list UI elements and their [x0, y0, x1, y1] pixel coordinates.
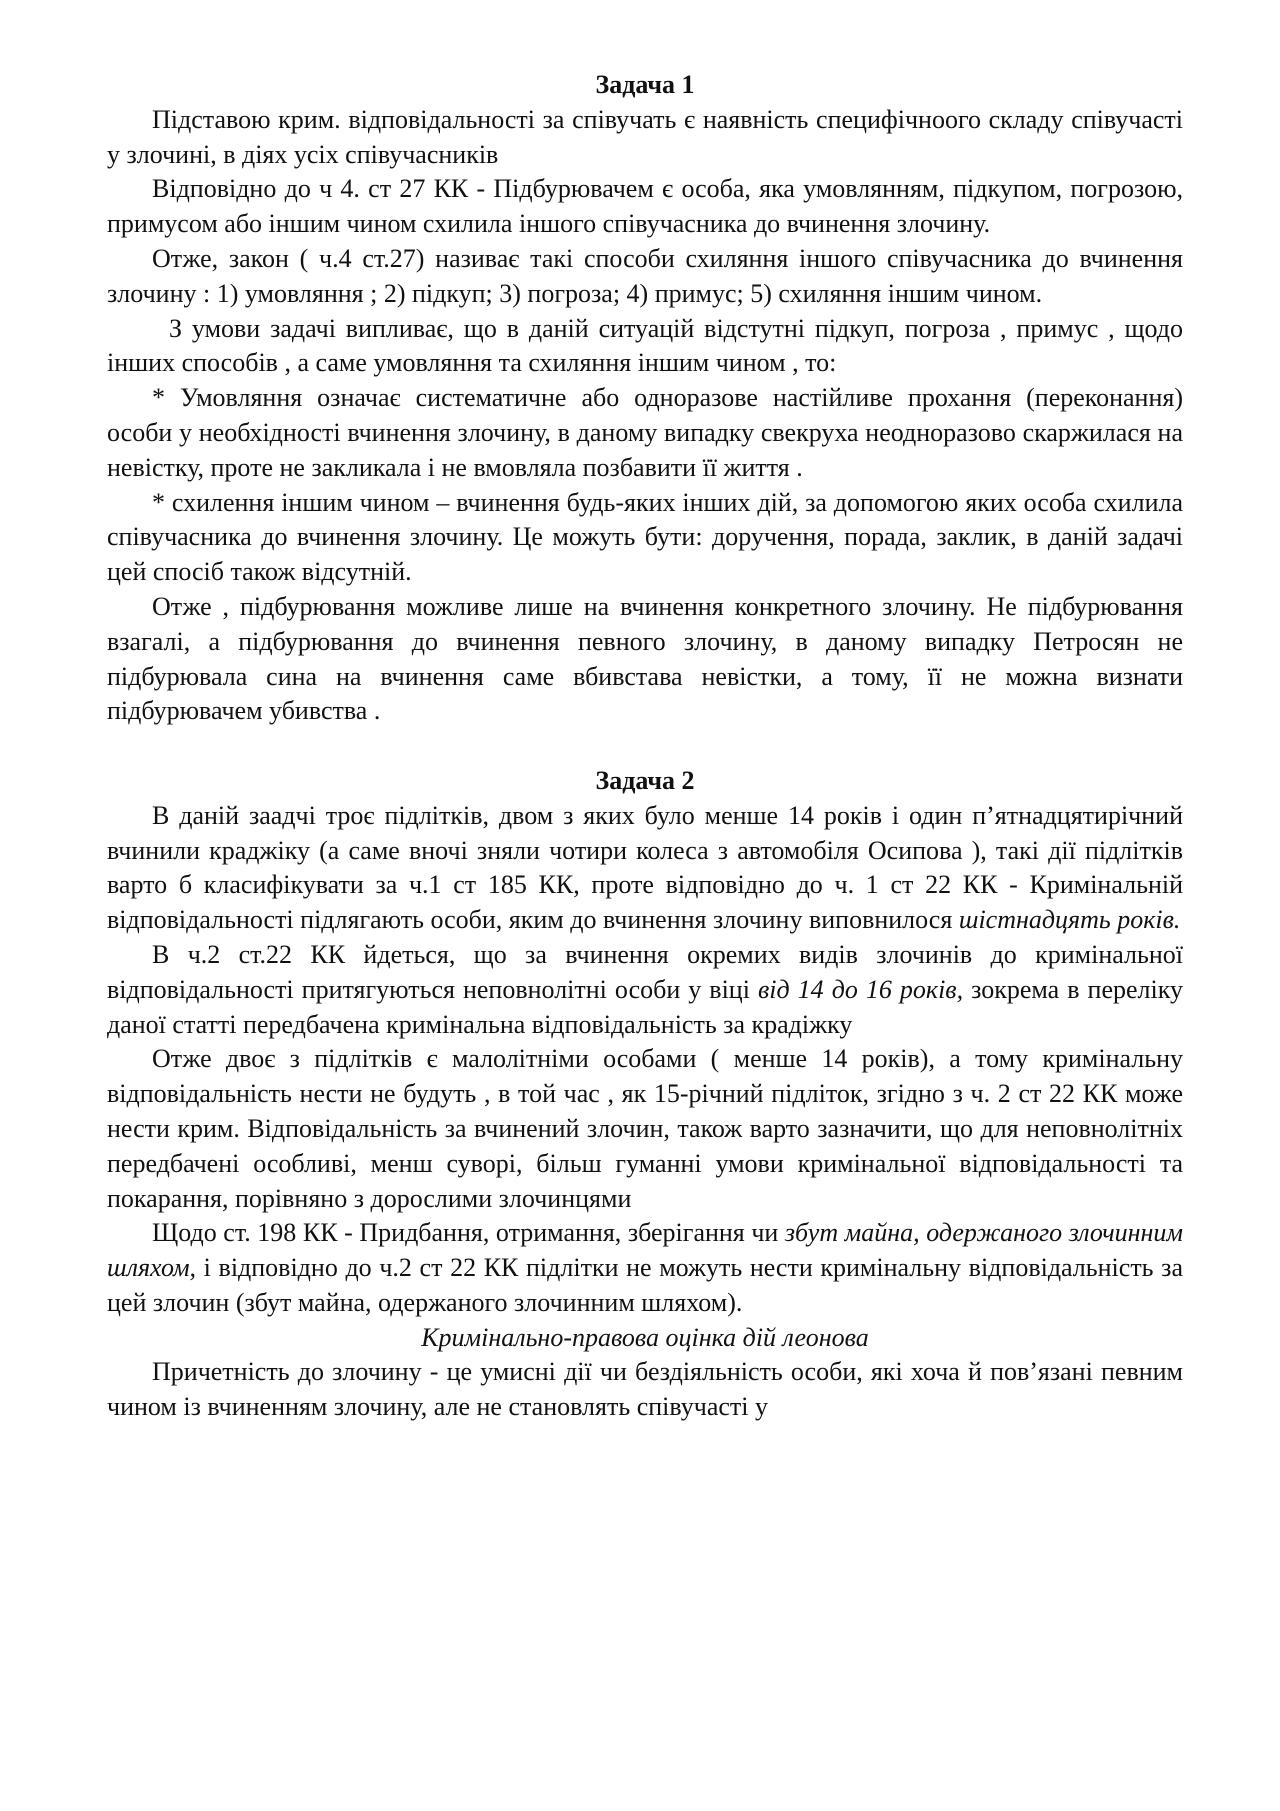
task2-heading: Задача 2 — [595, 765, 695, 795]
task2-paragraph-5: Причетність до злочину - це умисні дії чи бездіяльність особи, які хоча й пов’язані певним чином із вчиненням злочину, але не становлять співучасті у — [107, 1357, 1183, 1422]
task2-paragraph-3: Отже двоє з підлітків є малолітніми особами ( менше 14 років), а тому кримінальну відповідальність нести не будуть , в той час , як 15-річний підліток, згідно з ч. 2 ст 22 КК може нести крим. Відповідальність за вчинений злочин, також варто зазначити, що для неповнолітніх передбачені особливі, менш суворі, більш гуманні умови кримінальної відповідальності та покарання, порівняно з дорослими злочинцями — [107, 1044, 1183, 1213]
task2-paragraph-1-text: В даній заадчі троє підлітків, двом з яких було менше 14 років і один п’ятнадцятирічний вчинили краджіку (а саме вночі зняли чотири колеса з автомобіля Осипова ), такі дії підлітків варто б класифікувати за ч.1 ст 185 КК, проте відповідно до ч. 1 ст 22 КК - Кримінальній відповідальності підлягають особи, яким до вчинення злочину виповнилося — [107, 800, 1183, 935]
task2-paragraph-2-italic: від 14 до 16 років, — [757, 974, 964, 1004]
task1-paragraph-7: Отже , підбурювання можливе лише на вчинення конкретного злочину. Не підбурювання взагалі, а підбурювання до вчинення певного злочину, в даному випадку Петросян не підбурювала сина на вчинення саме вбивстава невістки, а тому, її не можна визнати підбурювачем убивства . — [107, 591, 1183, 726]
task1-paragraph-2: Відповідно до ч 4. ст 27 КК - Підбурювачем є особа, яка умовлянням, підкупом, погрозою, примусом або іншим чином схилила іншого співучасника до вчинення злочину. — [107, 174, 1183, 239]
task1-paragraph-4: З умови задачі випливає, що в даній ситуацій відстутні підкуп, погроза , примус , щодо інших способів , а саме умовляння та схиляння іншим чином , то: — [107, 313, 1183, 378]
task1-paragraph-6: * схилення іншим чином – вчинення будь-яких інших дій, за допомогою яких особа схилила співучасника до вчинення злочину. Це можуть бути: доручення, порада, заклик, в даній задачі цей спосіб також відсутній. — [107, 487, 1183, 587]
task2-paragraph-2-text-end: зокрема в переліку даної статті передбачена кримінальна відповідальність за крадіжку — [107, 974, 1183, 1039]
task2-paragraph-4-italic: збут майна, одержаного злочинним шляхом, — [107, 1218, 1183, 1283]
task1-heading: Задача 1 — [595, 70, 695, 99]
task1-paragraph-3: Отже, закон ( ч.4 ст.27) називає такі способи схиляння іншого співучасника до вчинення злочину : 1) умовляння ; 2) підкуп; 3) погроза; 4) примус; 5) схиляння іншим чином. — [107, 243, 1183, 308]
task2-paragraph-1-italic: шістнадцять років. — [958, 905, 1181, 935]
task2-paragraph-1 — [107, 799, 1183, 938]
document-page — [107, 68, 1183, 1425]
task2-paragraph-4-text-end: і відповідно до ч.2 ст 22 КК підлітки не можуть нести кримінальну відповідальність за цей злочин (збут майна, одержаного злочинним шляхом). — [107, 1253, 1183, 1317]
task2-paragraph-2-text-start: В ч.2 ст.22 КК йдеться, що за вчинення окремих видів злочинів до кримінальної відповідальності притягуються неповнолітні особи у віці — [107, 939, 1183, 1004]
task2-subheading: Кримінально-правова оцінка дій леонова — [421, 1322, 869, 1352]
task2-paragraph-4 — [107, 1216, 1183, 1320]
section-gap — [107, 729, 1183, 764]
task1-paragraph-5: * Умовляння означає систематичне або одноразове настійливе прохання (переконання) особи у необхідності вчинення злочину, в даному випадку свекруха неодноразово скаржилася на невістку, проте не закликала і не вмовляла позбавити її життя . — [107, 383, 1183, 482]
task1-paragraph-1: Підставою крим. відповідальності за співучать є наявність специфічноого складу співучасті у злочині, в діях усіх співучасників — [107, 104, 1183, 169]
task2-paragraph-4-text-start: Щодо ст. 198 КК - Придбання, отримання, зберігання чи — [152, 1218, 785, 1248]
task2-paragraph-2 — [107, 938, 1183, 1042]
